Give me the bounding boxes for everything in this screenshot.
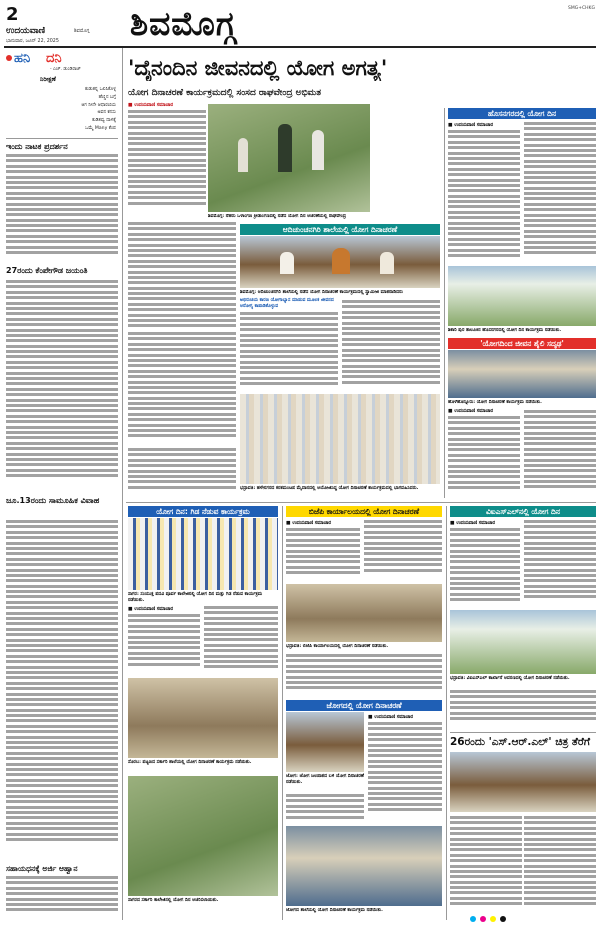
tree-planting-photo-3 [128, 776, 278, 896]
edition-label: ಶಿವಮೊಗ್ಗ [74, 28, 90, 34]
tree-planting-photo [128, 518, 278, 590]
tree-planting-caption-2: ಸೊರಬ: ಪಟ್ಟಣದ ಸರ್ಕಾರಿ ಶಾಲೆಯಲ್ಲಿ ಯೋಗ ದಿನಾಚರಣೆ ಕಾರ್ಯಕ್ರಮ ನಡೆಯಿತು. [128, 760, 252, 765]
bottom-rule-2 [446, 506, 447, 920]
yoga-for-life-banner: 'ಯೋಗದಿಂದ ಜೀವನ ಶೈಲಿ ಸದೃಢ' [448, 338, 596, 349]
jog-article-2 [286, 794, 364, 824]
lead-photo-caption: ಶಿವಮೊಗ್ಗ: ನೆಹರು ಒಳಾಂಗಣ ಕ್ರೀಡಾಂಗಣದಲ್ಲಿ ನಡೆದ ಯೋಗ ದಿನ ಆಚರಣೆಯಲ್ಲಿ ರಾಘವೇಂದ್ರ [208, 214, 347, 219]
bjp-office-photo [286, 584, 442, 642]
adichunchanagiri-banner: ಆದಿಚುಂಚನಗಿರಿ ಶಾಲೆಯಲ್ಲಿ ಯೋಗ ದಿನಾಚರಣೆ [240, 224, 440, 235]
poem-line: ಅವನ ಕನಸು [97, 110, 116, 116]
visl-banner: ವಿಐಎಸ್‌ಎಲ್‌ನಲ್ಲಿ ಯೋಗ ದಿನ [450, 506, 596, 517]
registration-dot-icon [500, 916, 506, 922]
left-divider [6, 138, 118, 139]
jog-caption: ಜೋಗ: ಜೋಗ ಜಲಪಾತದ ಬಳಿ ಯೋಗ ದಿನಾಚರಣೆ ನಡೆಯಿತು. [286, 774, 364, 785]
lead-article-col1 [128, 110, 206, 210]
mid-divider [126, 502, 596, 503]
bjp-office-article-1 [286, 528, 360, 582]
tree-planting-caption-3: ಸಾಗರದ ಸರ್ಕಾರಿ ಕಾಲೇಜಿನಲ್ಲಿ ಯೋಗ ದಿನ ಆಚರಿಸಲಾಯಿತು. [128, 898, 219, 903]
photo-figure [312, 130, 324, 170]
lead-subheadline: ಯೋಗ ದಿನಾಚರಣೆ ಕಾರ್ಯಕ್ರಮದಲ್ಲಿ ಸಂಸದ ರಾಘವೇಂದ್ರ ಅಭಿಮತ [128, 88, 321, 98]
yoga-for-life-byline: ■ ಉದಯವಾಣಿ ಸಮಾಚಾರ [448, 409, 494, 414]
poem-line: ಕುಡಿತವ್ವ ದಾಳಕ್ಕೆ [92, 118, 116, 124]
hosanagara-article-2 [524, 122, 596, 264]
visl-article-1 [450, 528, 520, 608]
photo-figure [238, 138, 248, 172]
lead-article-col3 [128, 332, 236, 444]
poem-line: ಹೆಣ್ಣಿನ ಬಗ್ಗೆ [98, 94, 116, 100]
edition-code: SMG+CHKG [568, 6, 595, 11]
left-column-rule [122, 48, 123, 920]
mid-photo-caption: ಭದ್ರಾವತಿ: ಹಳೇನಗರದ ಕನಕಮಂಟಪ ಮೈದಾನದಲ್ಲಿ ಆಯೋಜಿಸಿದ್ದ ಯೋಗ ದಿನಾಚರಣೆ ಕಾರ್ಯಕ್ರಮದಲ್ಲಿ ಭಾಗವಹಿಸಿದರು. [240, 486, 419, 491]
bjp-office-caption: ಭದ್ರಾವತಿ: ಬಿಜೆಪಿ ಕಾರ್ಯಾಲಯದಲ್ಲಿ ಯೋಗ ದಿನಾಚರಣೆ ನಡೆಯಿತು. [286, 644, 389, 649]
registration-dot-icon [480, 916, 486, 922]
yoga-for-life-caption: ಹೊಳೆಹೊನ್ನೂರು: ಯೋಗ ದಿನಾಚರಣೆ ಕಾರ್ಯಕ್ರಮ ನಡೆಯಿತು. [448, 400, 542, 405]
photo-figure [280, 252, 294, 274]
left-article-grant [6, 876, 118, 918]
photo-figure [380, 252, 394, 274]
city-title: ಶಿವಮೊಗ್ಗ [130, 4, 237, 43]
left-headline-kempegowda: 27ರಂದು ಕೆಂಪೇಗೌಡ ಜಯಂತಿ [6, 266, 88, 275]
bjp-office-article-3 [286, 654, 442, 696]
visl-caption: ಭದ್ರಾವತಿ: ವಿಐಎಸ್‌ಎಲ್ ಕಾರ್ಖಾನೆ ಆವರಣದಲ್ಲಿ ಯೋಗ ದಿನಾಚರಣೆ ನಡೆಯಿತು. [450, 676, 570, 681]
movie-article-1 [450, 816, 522, 916]
hosanagara-byline: ■ ಉದಯವಾಣಿ ಸಮಾಚಾರ [448, 123, 494, 128]
hosanagara-banner: ಹೊಸನಗರದಲ್ಲಿ ಯೋಗ ದಿನ [448, 108, 596, 119]
visl-photo [450, 610, 596, 674]
bottom-rule-1 [282, 506, 283, 920]
yoga-for-life-article-2 [524, 410, 596, 496]
tree-planting-article-1 [128, 614, 200, 674]
hosanagara-article-1 [448, 130, 520, 264]
issue-date: ಭಾನುವಾರ, ಜೂನ್ 22, 2025 [6, 39, 59, 44]
visl-article-2 [524, 520, 596, 608]
left-headline-grant: ಸಹಾಯಧನಕ್ಕೆ ಅರ್ಜಿ ಆಹ್ವಾನ [6, 864, 78, 873]
tree-planting-caption: ಸಾಗರ: ಸಂಯುಕ್ತ ಪದವಿ ಪೂರ್ವ ಕಾಲೇಜಿನಲ್ಲಿ ಯೋಗ ದಿನ ಮತ್ತು ಗಿಡ ನೆಡುವ ಕಾರ್ಯಕ್ರಮ ನಡೆಯಿತು. [128, 592, 263, 603]
brand-author: - ಎಚ್. ಡುಂಡಿರಾಜ್ [50, 67, 81, 72]
photo-figure [278, 124, 292, 172]
yoga-for-life-article-1 [448, 416, 520, 496]
tree-planting-byline: ■ ಉದಯವಾಣಿ ಸಮಾಚಾರ [128, 607, 174, 612]
paper-name: ಉದಯವಾಣಿ [6, 26, 46, 36]
adichunchanagiri-article-1 [240, 312, 338, 392]
left-headline-marriage: ಜೂ.13ರಂದು ಸಾಮೂಹಿಕ ವಿವಾಹ [6, 496, 100, 505]
left-article-marriage [6, 520, 118, 860]
tree-planting-article-2 [204, 606, 278, 674]
movie-divider [450, 732, 596, 733]
adichunchanagiri-caption: ಶಿವಮೊಗ್ಗ: ಆದಿಚುಂಚನಗಿರಿ ಶಾಲೆಯಲ್ಲಿ ನಡೆದ ಯೋಗ ದಿನಾಚರಣೆ ಕಾರ್ಯಕ್ರಮದಲ್ಲಿ ಸ್ವಾಮೀಜಿ ಮಾತನಾಡಿದರು [240, 290, 403, 295]
bjp-office-article-2 [364, 520, 442, 582]
lead-article-col2 [128, 222, 236, 332]
poem-line: ಆಗ ನೀನೇ ಆಧಾರಣಿಯ [81, 102, 116, 108]
lead-byline: ■ ಉದಯವಾಣಿ ಸಮಾಚಾರ [128, 103, 174, 108]
movie-article-2 [524, 816, 596, 916]
registration-marks [470, 916, 506, 922]
hosanagara-photo [448, 266, 596, 326]
adichunchanagiri-article-2 [342, 300, 440, 392]
left-headline-drama: ಇಂದು ನಾಟಕ ಪ್ರದರ್ಶನ [6, 142, 68, 151]
registration-dot-icon [470, 916, 476, 922]
bjp-office-byline: ■ ಉದಯವಾಣಿ ಸಮಾಚಾರ [286, 521, 332, 526]
masthead-rule [4, 46, 596, 48]
registration-dot-icon [490, 916, 496, 922]
brand-hani: ಹನಿ [14, 51, 31, 66]
jog-byline: ■ ಉದಯವಾಣಿ ಸಮಾಚಾರ [368, 715, 414, 720]
left-article-kempegowda [6, 280, 118, 490]
jog-photo-2 [286, 826, 442, 906]
yoga-for-life-photo [448, 350, 596, 398]
poem-line: ಕುಡುಕನ್ನ ಒಲಿಸಿಕೊಳ್ಳ [84, 87, 116, 92]
bjp-office-banner: ಬಿಜೆಪಿ ಕಾರ್ಯಾಲಯದಲ್ಲಿ ಯೋಗ ದಿನಾಚರಣೆ [286, 506, 442, 517]
lead-photo [208, 104, 370, 212]
jog-caption-2: ಜೋಗದ ಶಾಲೆಯಲ್ಲಿ ಯೋಗ ದಿನಾಚರಣೆ ಕಾರ್ಯಕ್ರಮ ನಡೆಯಿತು. [286, 908, 383, 913]
visl-article-3 [450, 690, 596, 730]
photo-figure [332, 248, 350, 274]
left-article-drama [6, 154, 118, 260]
adichunchanagiri-quote: ಅಭಿರುಚಿಯ ಕಾರಣ ಯೋಗಾಭ್ಯಾಸ ಮಾಡುವ ಮೂಲಕ ಜೀವನದ ಆರೋಗ್ಯ ಕಾಪಾಡಿಕೊಳ್ಳುವ [240, 298, 334, 309]
movie-headline: 26ರಂದು 'ಎಸ್.ಆರ್.ಎಲ್' ಚಿತ್ರ ತೆರೆಗೆ [450, 736, 590, 748]
adichunchanagiri-photo [240, 236, 440, 288]
bhadravati-crowd-photo [240, 394, 440, 484]
lead-article-col4 [128, 448, 236, 498]
jog-article-1 [368, 722, 442, 822]
jog-photo [286, 712, 364, 772]
lead-headline: 'ದೈನಂದಿನ ಜೀವನದಲ್ಲಿ ಯೋಗ ಅಗತ್ಯ' [128, 56, 388, 80]
page-number: 2 [6, 4, 19, 25]
tree-planting-banner: ಯೋಗ ದಿನ: ಗಿಡ ನೆಡುವ ಕಾರ್ಯಕ್ರಮ [128, 506, 278, 517]
poem-line: ಒಮ್ಮೆ Many ಕೆಂಪ [85, 125, 116, 131]
visl-byline: ■ ಉದಯವಾಣಿ ಸಮಾಚಾರ [450, 521, 496, 526]
tree-planting-photo-2 [128, 678, 278, 758]
movie-photo [450, 752, 596, 812]
poem-body [16, 86, 116, 133]
brand-dani: ದನಿ [46, 51, 62, 66]
poem-title: ನಿರೀಕ್ಷಣೆ [40, 76, 56, 83]
jog-banner: ಜೋಗದಲ್ಲಿ ಯೋಗ ದಿನಾಚರಣೆ [286, 700, 442, 711]
hosanagara-caption: ಶಿಕಾರಿ ಪುರ ತಾಲೂಕಿನ ಹೊಸನಗರದಲ್ಲಿ ಯೋಗ ದಿನ ಕಾರ್ಯಕ್ರಮ ನಡೆಯಿತು. [448, 328, 562, 333]
right-column-rule [444, 108, 445, 498]
brand-dot-icon [6, 55, 12, 61]
